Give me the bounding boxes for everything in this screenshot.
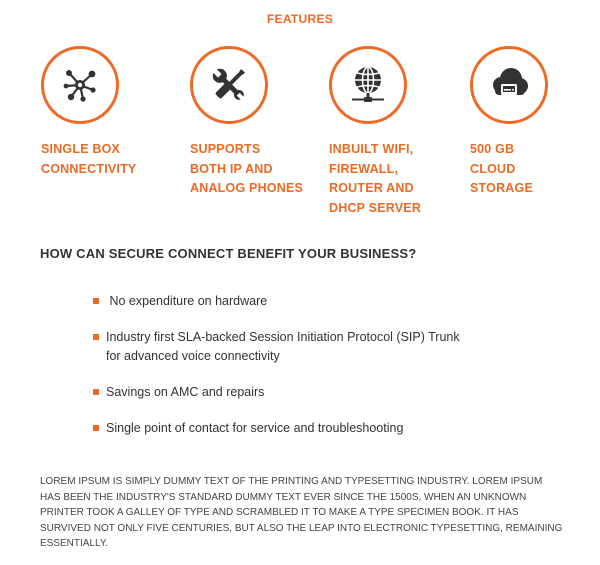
list-item: [93, 292, 460, 311]
feature-label-line: BOTH IP AND: [190, 161, 273, 176]
feature-label-line: SINGLE BOX: [41, 142, 121, 156]
paragraph-line: HAS BEEN THE INDUSTRY'S STANDARD DUMMY TEXT EVER SINCE THE 1500S, WHEN AN UNKNOWN: [40, 491, 527, 503]
feature-icon-circle: [190, 46, 268, 124]
paragraph-line: SURVIVED NOT ONLY FIVE CENTURIES, BUT ALSO THE LEAP INTO ELECTRONIC TYPESETTING, REMAINING: [40, 522, 563, 534]
bullet-square-icon: [93, 425, 99, 431]
feature-label-line: ANALOG PHONES: [190, 181, 304, 195]
tools-icon: [208, 64, 250, 106]
benefit-heading: HOW CAN SECURE CONNECT BENEFIT YOUR BUSINESS?: [40, 246, 417, 261]
feature-label-line: CONNECTIVITY: [41, 161, 137, 176]
bullet-square-icon: [93, 334, 99, 340]
benefit-text: Single point of contact for service and troubleshooting: [106, 421, 404, 435]
feature-label: [190, 140, 303, 199]
feature-phone-support: [190, 46, 303, 199]
globe-network-icon: [347, 64, 389, 106]
feature-label-line: SUPPORTS: [190, 142, 261, 156]
benefit-text: Savings on AMC and repairs: [106, 385, 265, 399]
feature-label-line: ROUTER AND: [329, 181, 414, 195]
benefit-text: Industry first SLA-backed Session Initiation Protocol (SIP) Trunk: [106, 330, 460, 344]
list-item: [93, 383, 460, 402]
paragraph-line: LOREM IPSUM IS SIMPLY DUMMY TEXT OF THE PRINTING AND TYPESETTING INDUSTRY. LOREM IPSUM: [40, 476, 543, 487]
features-title: FEATURES: [266, 12, 334, 26]
feature-wifi-firewall: [329, 46, 421, 218]
list-item: [93, 419, 460, 438]
lorem-paragraph: [40, 474, 580, 552]
feature-cloud-storage: [470, 46, 548, 199]
feature-icon-circle: [41, 46, 119, 124]
feature-label-line: CLOUD: [470, 161, 516, 176]
feature-label-line: STORAGE: [470, 181, 533, 195]
network-hub-icon: [60, 65, 100, 105]
feature-label: [41, 140, 136, 179]
cloud-storage-icon: [487, 65, 531, 105]
feature-label: [470, 140, 548, 199]
feature-label-line: DHCP SERVER: [329, 200, 422, 215]
list-item: [93, 328, 460, 366]
feature-icon-circle: [329, 46, 407, 124]
feature-label: [329, 140, 421, 218]
feature-icon-circle: [470, 46, 548, 124]
feature-single-box: [41, 46, 136, 179]
bullet-square-icon: [93, 298, 99, 304]
paragraph-line: PRINTER TOOK A GALLEY OF TYPE AND SCRAMBLED IT TO MAKE A TYPE SPECIMEN BOOK. IT HAS: [40, 507, 519, 519]
bullet-square-icon: [93, 389, 99, 395]
feature-label-line: INBUILT WIFI,: [329, 142, 414, 156]
paragraph-line: ESSENTIALLY.: [40, 538, 108, 550]
benefit-list: [93, 292, 460, 455]
benefit-text: for advanced voice connectivity: [106, 349, 280, 363]
benefit-text: No expenditure on hardware: [106, 294, 268, 308]
feature-label-line: FIREWALL,: [329, 161, 399, 176]
feature-label-line: 500 GB: [470, 142, 515, 156]
